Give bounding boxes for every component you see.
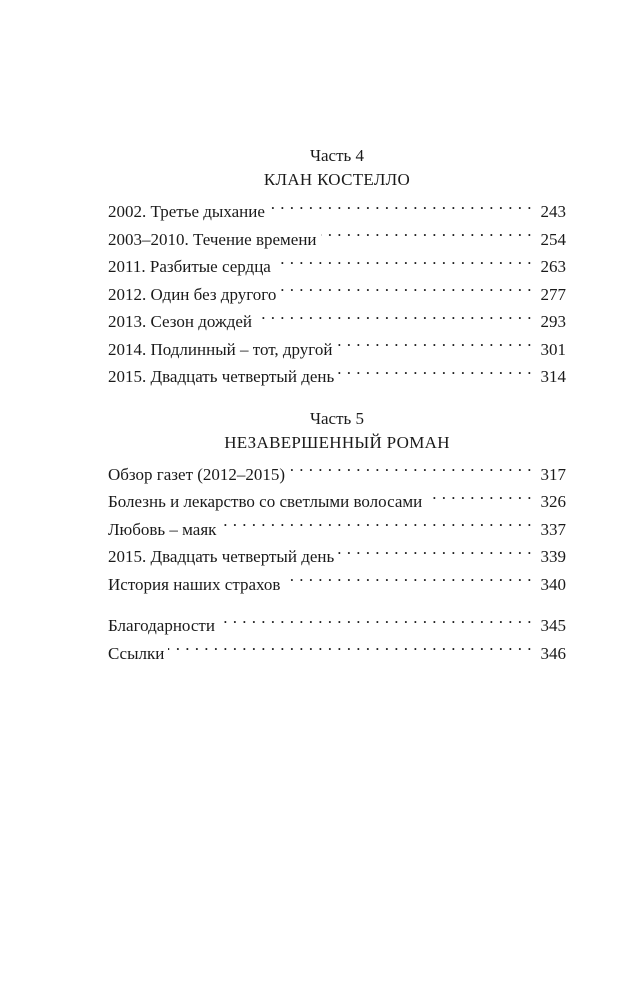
toc-entry[interactable]: [108, 226, 566, 254]
dot-leader: [289, 463, 532, 480]
dot-leader: [321, 228, 532, 245]
dot-leader: [426, 490, 532, 507]
part-label: Часть 5: [309, 408, 365, 428]
toc-entry[interactable]: [108, 336, 566, 364]
dot-leader: [280, 283, 532, 300]
part-title: НЕЗАВЕРШЕННЫЙ РОМАН: [224, 432, 450, 452]
dot-leader: [256, 310, 532, 327]
toc-entry-page: 339: [540, 547, 566, 566]
toc-entry[interactable]: [108, 612, 566, 640]
part-label: Часть 4: [309, 146, 365, 165]
toc-entry-title: Болезнь и лекарство со светлыми волосами: [108, 492, 423, 511]
section-spacer: [108, 391, 566, 407]
toc-entry-title: История наших страхов: [108, 574, 281, 594]
toc-entry-page: 317: [540, 464, 566, 484]
toc-entry-title: 2015. Двадцать четвертый день: [108, 367, 335, 386]
toc-entry-page: 263: [540, 257, 566, 276]
dot-leader: [220, 518, 532, 535]
toc-entry-page: 326: [540, 492, 566, 511]
toc-entry[interactable]: [108, 543, 566, 571]
toc-entry-page: 301: [540, 339, 566, 359]
section-spacer: [108, 598, 566, 612]
toc-entry[interactable]: [108, 571, 566, 599]
toc-entry-title: Ссылки: [108, 643, 165, 663]
toc-entry-page: 293: [540, 312, 566, 331]
toc-entry[interactable]: [108, 363, 566, 391]
toc-list: [108, 198, 566, 391]
dot-leader: [168, 642, 532, 659]
toc-entry-title: 2011. Разбитые сердца: [108, 257, 271, 276]
toc-entry-title: 2014. Подлинный – тот, другой: [108, 339, 333, 359]
toc-entry-title: Благодарности: [108, 616, 215, 635]
toc-entry-page: 346: [540, 643, 566, 663]
toc-entry[interactable]: [108, 640, 566, 668]
toc-entry-title: Обзор газет (2012–2015): [108, 464, 286, 484]
toc-entry[interactable]: [108, 461, 566, 489]
toc-entry-title: 2003–2010. Течение времени: [108, 229, 317, 249]
part-title: КЛАН КОСТЕЛЛО: [263, 170, 411, 189]
dot-leader: [338, 545, 532, 562]
toc-entry-page: 254: [540, 229, 566, 249]
dot-leader: [336, 338, 532, 355]
part-4-section: [108, 144, 566, 391]
toc-entry-title: 2015. Двадцать четвертый день: [108, 547, 335, 566]
dot-leader: [269, 200, 532, 217]
toc-entry-page: 337: [540, 519, 566, 539]
toc-list: [108, 612, 566, 667]
toc-entry-page: 243: [540, 202, 566, 221]
back-matter-section: [108, 612, 566, 667]
toc-entry-title: 2002. Третье дыхание: [108, 202, 265, 221]
toc-entry-page: 345: [540, 616, 566, 635]
dot-leader: [275, 255, 532, 272]
table-of-contents: [108, 144, 566, 667]
toc-entry-title: 2013. Сезон дождей: [108, 312, 253, 331]
dot-leader: [219, 614, 532, 631]
toc-entry[interactable]: [108, 198, 566, 226]
dot-leader: [284, 573, 532, 590]
part-5-section: [108, 407, 566, 599]
toc-entry[interactable]: [108, 516, 566, 544]
toc-entry-page: 340: [540, 574, 566, 594]
toc-entry[interactable]: [108, 488, 566, 516]
toc-list: [108, 461, 566, 599]
toc-entry[interactable]: [108, 308, 566, 336]
toc-entry[interactable]: [108, 281, 566, 309]
toc-entry-title: Любовь – маяк: [108, 519, 217, 539]
toc-entry[interactable]: [108, 253, 566, 281]
toc-entry-title: 2012. Один без другого: [108, 284, 277, 304]
dot-leader: [338, 365, 532, 382]
toc-entry-page: 314: [540, 367, 566, 386]
toc-entry-page: 277: [540, 284, 566, 304]
